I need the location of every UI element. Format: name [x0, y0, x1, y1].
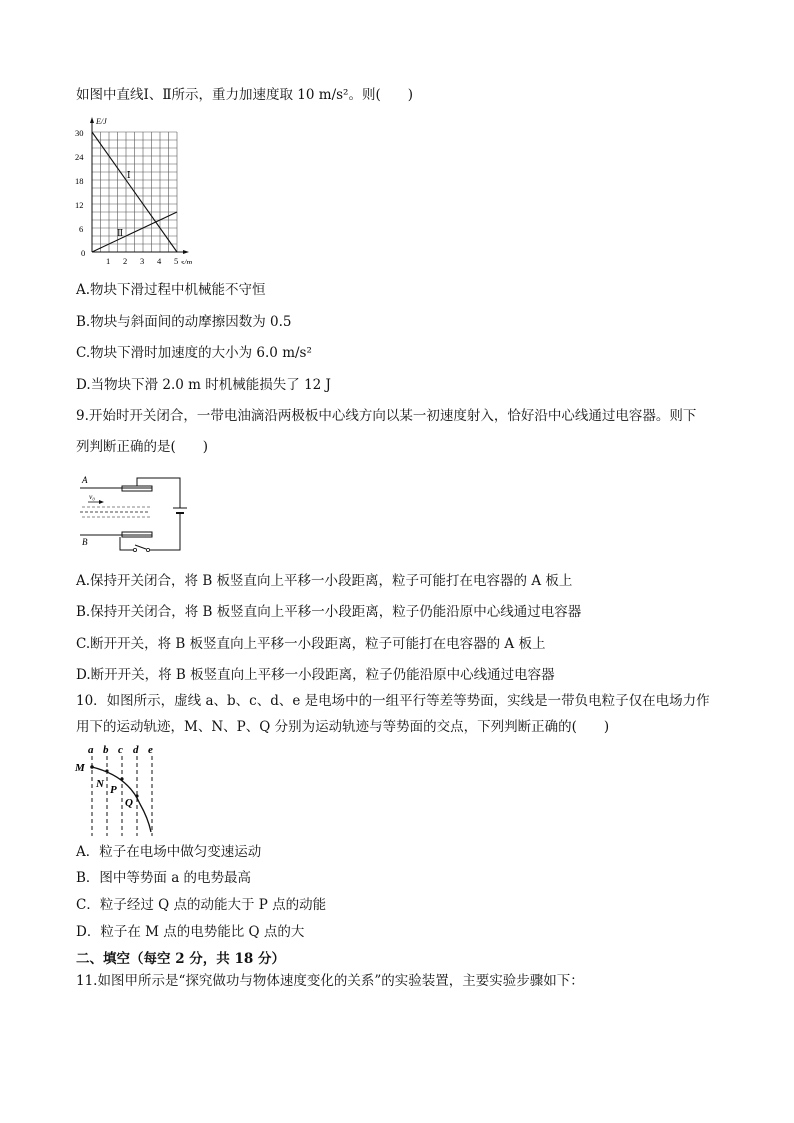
graph-origin: 0	[81, 248, 86, 258]
plate-b-label: B	[82, 537, 88, 547]
plane-label-c: c	[118, 744, 123, 756]
point-label-q: Q	[125, 797, 133, 809]
plane-label-b: b	[103, 744, 109, 756]
point-m	[90, 765, 94, 769]
point-n	[105, 769, 108, 772]
point-q	[135, 794, 138, 797]
plate-a-label: A	[82, 475, 88, 485]
q8-option-d: D.当物块下滑 2.0 m 时机械能损失了 12 J	[76, 377, 331, 393]
xtick: 2	[123, 256, 128, 264]
ytick: 6	[79, 224, 84, 234]
point-label-n: N	[96, 778, 104, 790]
q10-option-a: A．粒子在电场中做匀变速运动	[76, 844, 262, 860]
q9-stem-line2: 列判断正确的是( )	[76, 439, 209, 455]
xtick: 3	[140, 256, 145, 264]
point-p	[120, 777, 123, 780]
q8-stem: 如图中直线Ⅰ、Ⅱ所示，重力加速度取 10 m/s²。则( )	[76, 87, 413, 103]
q10-option-b: B．图中等势面 a 的电势最高	[76, 870, 252, 886]
x-arrow-icon	[183, 250, 189, 254]
energy-distance-graph	[74, 114, 194, 264]
q9-option-b: B.保持开关闭合，将 B 板竖直向上平移一小段距离，粒子仍能沿原中心线通过电容器	[76, 604, 582, 620]
q8-option-a: A.物块下滑过程中机械能不守恒	[76, 282, 266, 298]
line-I-label: Ⅰ	[127, 170, 131, 180]
q9-option-c: C.断开开关，将 B 板竖直向上平移一小段距离，粒子可能打在电容器的 A 板上	[76, 636, 546, 652]
graph-xlabel: s/m	[181, 258, 193, 264]
switch-icon	[146, 548, 149, 551]
q9-option-d: D.断开开关，将 B 板竖直向上平移一小段距离，粒子仍能沿原中心线通过电容器	[76, 667, 555, 683]
ytick: 24	[75, 152, 84, 162]
xtick: 1	[106, 256, 111, 264]
q10-option-d: D．粒子在 M 点的电势能比 Q 点的大	[76, 924, 305, 940]
point-label-p: P	[110, 784, 117, 796]
q11-stem: 11.如图甲所示是“探究做功与物体速度变化的关系”的实验装置，主要实验步骤如下：	[76, 973, 584, 989]
plane-label-d: d	[133, 744, 139, 756]
xtick: 4	[157, 256, 162, 264]
q8-option-b: B.物块与斜面间的动摩擦因数为 0.5	[76, 314, 292, 330]
graph-ylabel: E/J	[96, 117, 107, 126]
point-label-m: M	[75, 762, 85, 774]
ytick: 12	[75, 200, 84, 210]
equipotential-diagram	[72, 742, 162, 837]
section-heading: 二、填空（每空 2 分，共 18 分）	[76, 951, 285, 967]
q8-option-c: C.物块下滑时加速度的大小为 6.0 m/s²	[76, 345, 312, 361]
plane-label-e: e	[148, 744, 153, 756]
y-arrow-icon	[90, 117, 94, 123]
capacitor-circuit-diagram	[80, 470, 190, 555]
q10-option-c: C．粒子经过 Q 点的动能大于 P 点的动能	[76, 897, 327, 913]
q9-stem-line1: 9.开始时开关闭合，一带电油滴沿两极板中心线方向以某一初速度射入，恰好沿中心线通过电容器。则下	[76, 408, 697, 424]
v0-label: v₀	[89, 492, 95, 501]
plane-label-a: a	[88, 744, 94, 756]
q10-stem-line2: 用下的运动轨迹，M、N、P、Q 分别为运动轨迹与等势面的交点，下列判断正确的( )	[76, 719, 610, 735]
q9-option-a: A.保持开关闭合，将 B 板竖直向上平移一小段距离，粒子可能打在电容器的 A 板上	[76, 573, 573, 589]
line-II-label: Ⅱ	[117, 228, 124, 238]
q10-stem-line1: 10．如图所示，虚线 a、b、c、d、e 是电场中的一组平行等差等势面，实线是一带负电粒子仅在电场力作	[76, 693, 710, 709]
ytick: 30	[75, 128, 84, 138]
equipotential-planes	[92, 756, 152, 836]
xtick: 5	[174, 256, 179, 264]
ytick: 18	[75, 176, 84, 186]
